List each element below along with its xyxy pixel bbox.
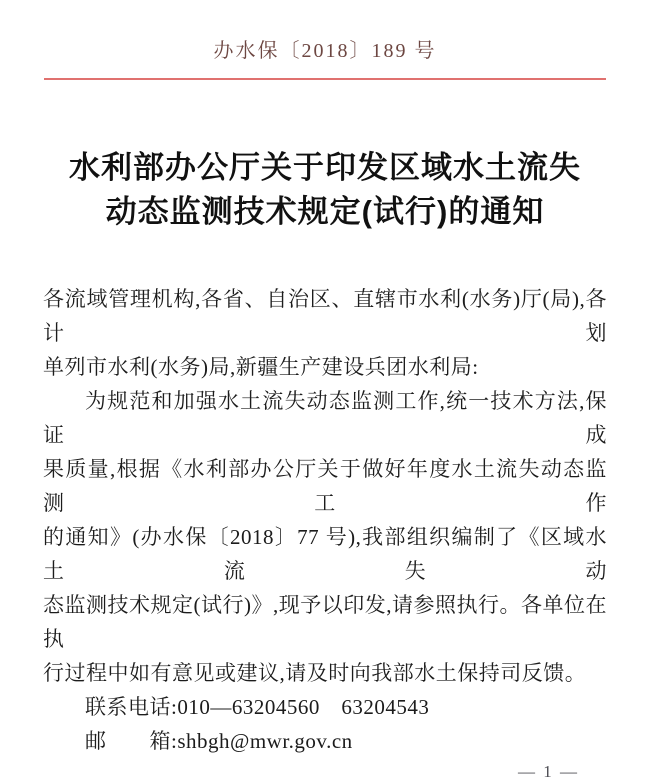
body-line-paragraph-5: 行过程中如有意见或建议,请及时向我部水土保持司反馈。 <box>43 661 587 685</box>
body-line-paragraph-1: 为规范和加强水土流失动态监测工作,统一技术方法,保证成 <box>43 389 607 447</box>
body-line-paragraph-3: 的通知》(办水保〔2018〕77 号),我部组织编制了《区域水土流失动 <box>43 525 607 583</box>
title-line-2: 动态监测技术规定(试行)的通知 <box>105 194 545 229</box>
body-line-paragraph-2: 果质量,根据《水利部办公厅关于做好年度水土流失动态监测工作 <box>43 457 607 515</box>
red-divider-line <box>44 78 606 80</box>
page-number: — 1 — <box>518 762 579 781</box>
body-line-paragraph-4: 态监测技术规定(试行)》,现予以印发,请参照执行。各单位在执 <box>43 593 607 651</box>
document-title <box>0 146 650 234</box>
body-line-recipients-1: 各流域管理机构,各省、自治区、直辖市水利(水务)厅(局),各计划 <box>43 287 607 345</box>
contact-phone-line: 联系电话:010—63204560 63204543 <box>85 695 430 719</box>
title-line-1: 水利部办公厅关于印发区域水土流失 <box>69 150 581 185</box>
document-page <box>0 34 650 781</box>
doc-number: 办水保〔2018〕189 号 <box>213 40 437 62</box>
contact-email-line: 邮 箱:shbgh@mwr.gov.cn <box>85 729 353 753</box>
document-body <box>43 282 607 758</box>
body-line-recipients-2: 单列市水利(水务)局,新疆生产建设兵团水利局: <box>43 355 479 379</box>
